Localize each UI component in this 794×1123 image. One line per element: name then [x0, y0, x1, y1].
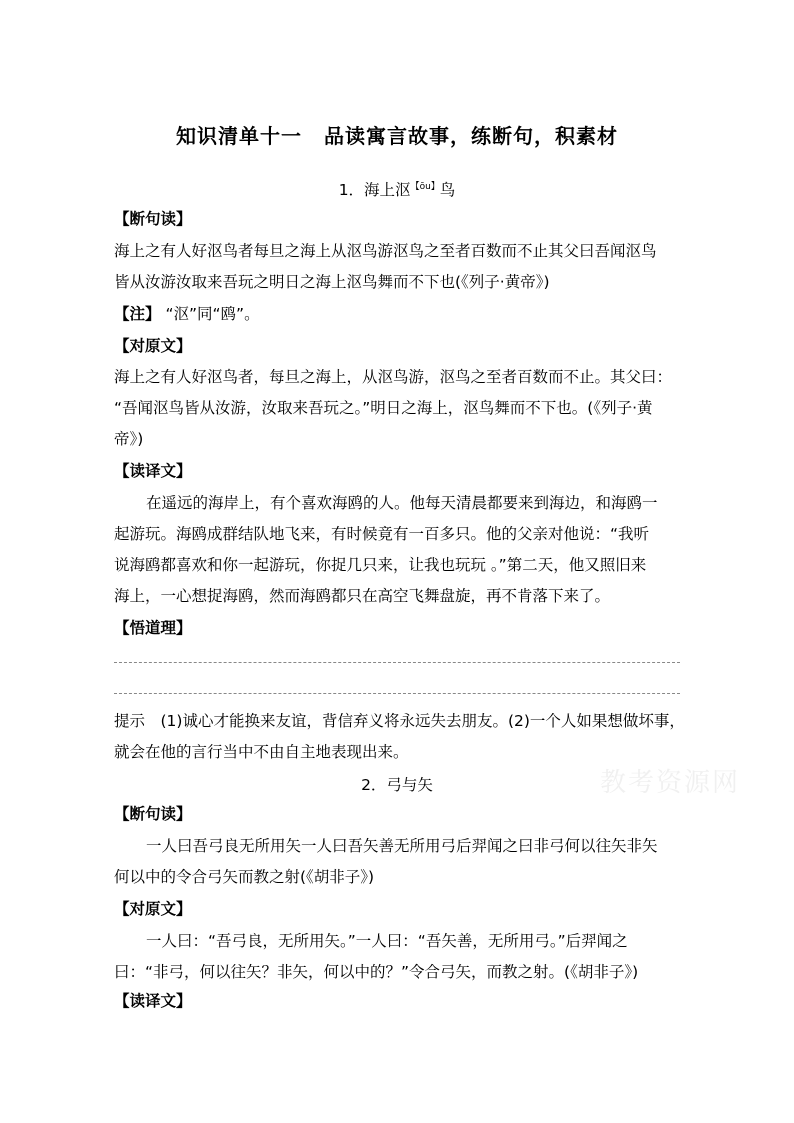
tip-line: 就会在他的言行当中不由自主地表现出来。	[114, 743, 409, 761]
dui-line: 帝》)	[114, 430, 144, 448]
yi-line: 起游玩。海鸥成群结队地飞来，有时候竟有一百多只。他的父亲对他说：“我听	[114, 525, 650, 543]
duan-label: 【断句读】	[114, 805, 192, 823]
dui-label: 【对原文】	[114, 337, 192, 355]
dui-label: 【对原文】	[114, 900, 192, 918]
pinyin-note: 【ōu】	[410, 181, 440, 192]
section-heading-2: 2．弓与矢	[361, 776, 433, 794]
tip-line: 提示 (1)诚心才能换来友谊，背信弃义将永远失去朋友。(2)一个人如果想做坏事，	[114, 712, 685, 730]
yi-line: 在遥远的海岸上，有个喜欢海鸥的人。他每天清晨都要来到海边，和海鸥一	[146, 494, 658, 512]
section-heading-1: 1．海上沤$^{【ōu】}$鸟	[338, 181, 456, 199]
answer-line	[114, 693, 680, 694]
dui-line: “吾闻沤鸟皆从汝游，汝取来吾玩之。”明日之海上，沤鸟舞而不下也。(《列子·黄	[114, 399, 653, 417]
duan-line: 皆从汝游汝取来吾玩之明日之海上沤鸟舞而不下也(《列子·黄帝》)	[114, 273, 550, 291]
yi-label: 【读译文】	[114, 992, 192, 1010]
yi-line: 说海鸥都喜欢和你一起游玩，你捉几只来，让我也玩玩 。”第二天，他又照旧来	[114, 556, 647, 574]
duan-line: 海上之有人好沤鸟者每旦之海上从沤鸟游沤鸟之至者百数而不止其父曰吾闻沤鸟	[114, 242, 657, 260]
dui-line: 一人曰：“吾弓良，无所用矢。”一人曰：“吾矢善，无所用弓。”后羿闻之	[146, 932, 628, 950]
duan-line: 一人曰吾弓良无所用矢一人曰吾矢善无所用弓后羿闻之曰非弓何以往矢非矢	[146, 837, 658, 855]
duan-line: 何以中的令合弓矢而教之射(《胡非子》)	[114, 868, 375, 886]
yi-line: 海上，一心想捉海鸥，然而海鸥都只在高空飞舞盘旋，再不肯落下来了。	[114, 587, 611, 605]
page-title	[0, 120, 794, 149]
dui-line: 曰：“非弓，何以往矢？非矢，何以中的？”令合弓矢，而教之射。(《胡非子》)	[114, 963, 639, 981]
answer-line	[114, 662, 680, 663]
zhu-note: 【注】 “沤”同“鸥”。	[114, 305, 260, 323]
wu-label: 【悟道理】	[114, 619, 192, 637]
dui-line: 海上之有人好沤鸟者，每旦之海上，从沤鸟游，沤鸟之至者百数而不止。其父曰：	[114, 368, 673, 386]
yi-label: 【读译文】	[114, 462, 192, 480]
watermark: 教考资源网	[600, 768, 741, 798]
title-part2: 品读寓言故事，练断句，积素材	[324, 124, 618, 148]
title-part1: 知识清单十一	[176, 124, 302, 148]
duan-label: 【断句读】	[114, 210, 192, 228]
